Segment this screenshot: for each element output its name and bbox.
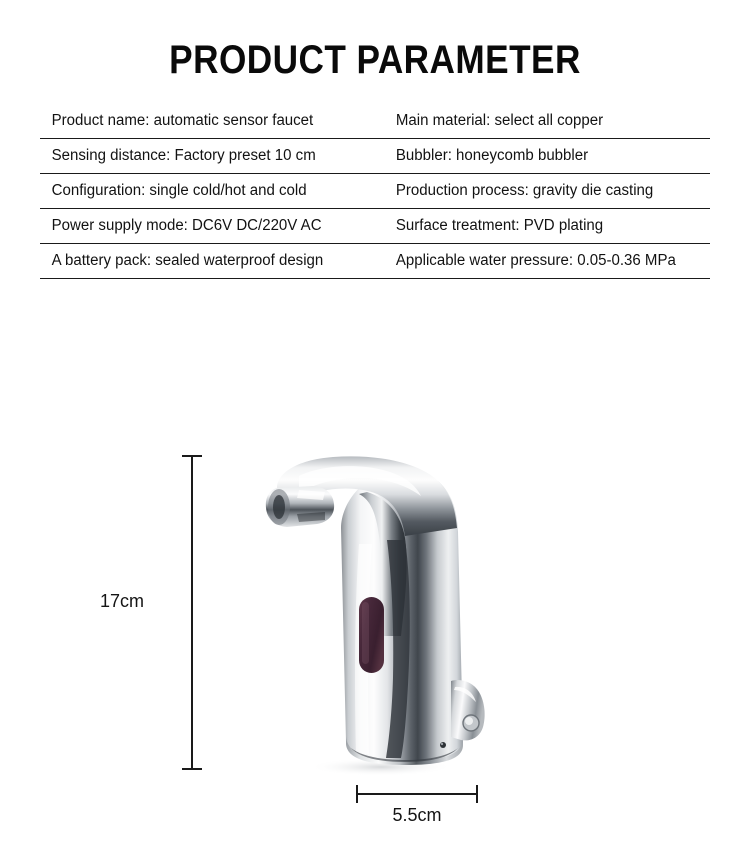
page-title: PRODUCT PARAMETER: [169, 38, 581, 82]
spec-cell-left: Product name: automatic sensor faucet: [51, 112, 314, 129]
spec-table: [40, 104, 710, 279]
height-dimension-line: [191, 455, 193, 770]
spec-cell-right: Production process: gravity die casting: [395, 182, 654, 199]
height-dimension-label: 17cm: [100, 591, 145, 611]
spec-cell-right: Surface treatment: PVD plating: [395, 217, 604, 234]
table-row: [40, 209, 710, 244]
spec-cell-right: Main material: select all copper: [395, 112, 604, 129]
table-row: [40, 244, 710, 279]
table-row: [40, 104, 710, 139]
table-row: [40, 139, 710, 174]
width-dimension-label: 5.5cm: [392, 805, 442, 825]
spec-cell-right: Applicable water pressure: 0.05-0.36 MPa: [395, 252, 676, 269]
spec-cell-left: A battery pack: sealed waterproof design: [51, 252, 324, 269]
spec-cell-left: Configuration: single cold/hot and cold: [51, 182, 307, 199]
product-image-faucet: [255, 440, 515, 780]
width-dimension-line: [356, 793, 478, 795]
spec-cell-left: Power supply mode: DC6V DC/220V AC: [51, 217, 322, 234]
table-row: [40, 174, 710, 209]
spec-cell-right: Bubbler: honeycomb bubbler: [395, 147, 589, 164]
spec-cell-left: Sensing distance: Factory preset 10 cm: [51, 147, 316, 164]
